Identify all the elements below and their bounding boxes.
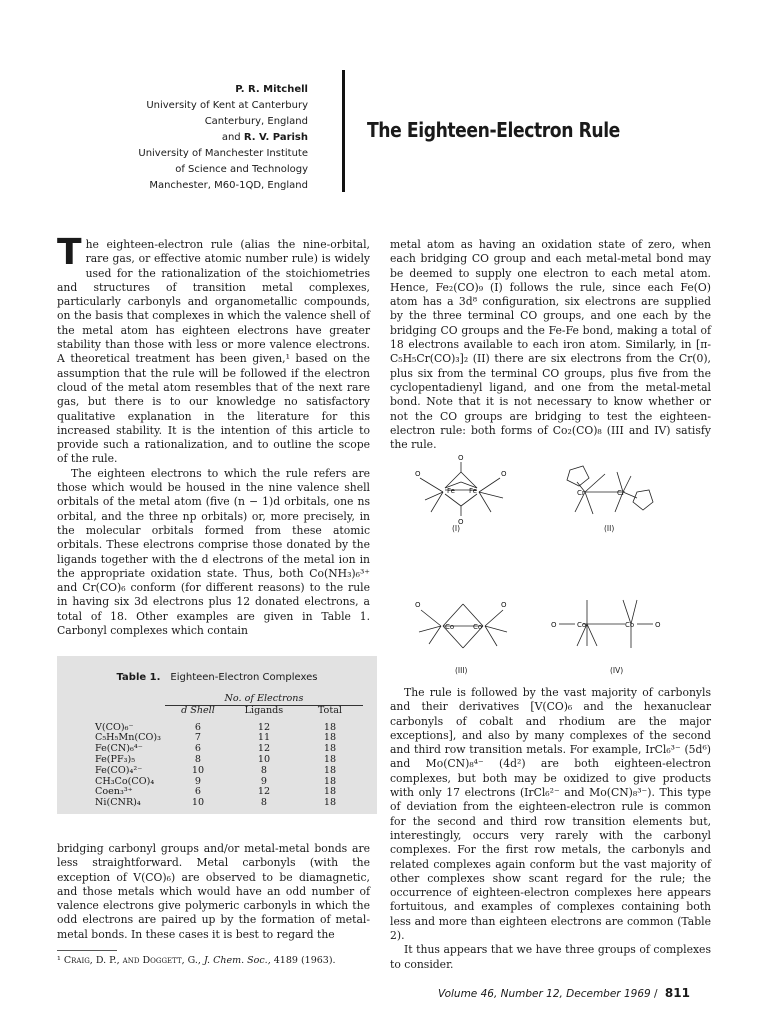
- compound-cell: Fe(CN)₆⁴⁻: [95, 743, 143, 755]
- column-1-continued: [57, 842, 370, 942]
- co-atom-3b: Co: [473, 623, 483, 631]
- compound-cell: Coen₃³⁺: [95, 786, 133, 798]
- oxygen-label: O: [415, 470, 421, 478]
- ligands-cell: 12: [257, 743, 271, 755]
- total-cell: 18: [323, 732, 337, 744]
- ligands-cell: 10: [257, 753, 271, 765]
- table-row: [91, 766, 363, 777]
- d-shell-cell: 6: [194, 786, 201, 798]
- table-1: [91, 694, 363, 809]
- page-number: 811: [664, 986, 690, 1000]
- col-header-total: Total: [317, 704, 342, 716]
- author-name-2: R. V. Parish: [243, 132, 308, 143]
- author-affiliation-1a: University of Kent at Canterbury: [146, 100, 308, 111]
- ligands-cell: 11: [257, 732, 271, 744]
- oxygen-label: O: [458, 518, 464, 526]
- d-shell-cell: 8: [194, 753, 201, 765]
- paragraph-three-groups: It thus appears that we have three groups of complexes to consider.: [390, 943, 711, 971]
- column-2-top: [390, 238, 711, 452]
- title-divider-rule: [342, 70, 345, 192]
- table-row: [91, 798, 363, 809]
- fe-atom-2: Fe: [469, 487, 477, 495]
- compound-cell: Fe(PF₃)₅: [95, 753, 136, 765]
- footnote-rule: [57, 950, 117, 951]
- intro-paragraph: [57, 232, 370, 467]
- author-block: [78, 82, 308, 194]
- ligands-cell: 9: [260, 775, 267, 787]
- footnote: [57, 955, 370, 967]
- d-shell-cell: 6: [194, 743, 201, 755]
- paragraph-electrons: The eighteen electrons to which the rule refers are those which would be housed in the nine valence shell orbitals of the metal atom (five (n − 1)d orbitals, one ns orbital, and the three np orbitals) or, more precisely, in the molecular orbitals formed from these atomic orbitals. These electrons comprise those donated by the ligands together with the d electrons of the metal ion in the appropriate oxidation state. Thus, both Co(NH₃)₆³⁺ and Cr(CO)₆ conform (for different reasons) to the rule in having six 3d electrons plus 12 donated electrons, a total of 18. Other examples are given in Table 1. Carbonyl complexes which contain: [57, 466, 370, 638]
- oxygen-label: O: [458, 454, 464, 462]
- author-affiliation-2c: Manchester, M60-1QD, England: [149, 180, 308, 191]
- author-affiliation-2a: University of Manchester Institute: [138, 148, 308, 159]
- table-1-box: [57, 656, 377, 814]
- co-atom-3a: Co: [445, 623, 455, 631]
- drop-cap: T: [57, 232, 82, 273]
- d-shell-cell: 10: [191, 797, 205, 809]
- structure-label-II: (II): [604, 524, 615, 533]
- total-cell: 18: [323, 721, 337, 733]
- footnote-ref: 4189 (1963).: [273, 955, 336, 966]
- structure-label-III: (III): [455, 666, 468, 675]
- ligands-cell: 12: [257, 786, 271, 798]
- d-shell-cell: 9: [194, 775, 201, 787]
- oxygen-label: O: [501, 470, 507, 478]
- group-header: No. of Electrons: [165, 694, 363, 705]
- author-name-2-line: [78, 130, 308, 146]
- table-group-header-row: [91, 694, 363, 705]
- table-caption: Eighteen-Electron Complexes: [170, 672, 318, 683]
- co-atom-4b: Co: [625, 621, 635, 629]
- d-shell-cell: 6: [194, 721, 201, 733]
- cr-atom-1: Cr: [577, 489, 585, 497]
- table-title: [57, 672, 377, 683]
- author-name-1: P. R. Mitchell: [235, 84, 308, 95]
- total-cell: 18: [323, 743, 337, 755]
- d-shell-cell: 10: [191, 764, 205, 776]
- structure-diagrams: [405, 452, 715, 692]
- ligands-cell: 8: [260, 764, 267, 776]
- total-cell: 18: [323, 775, 337, 787]
- cr-atom-2: Cr: [617, 489, 625, 497]
- article-title: The Eighteen-Electron Rule: [367, 118, 620, 142]
- total-cell: 18: [323, 764, 337, 776]
- total-cell: 18: [323, 797, 337, 809]
- structure-label-I: (I): [452, 524, 461, 533]
- compound-cell: CH₃Co(CO)₄: [95, 775, 155, 787]
- ligands-cell: 8: [260, 797, 267, 809]
- column-1-intro: [57, 232, 370, 638]
- col-header-ligands: Ligands: [244, 704, 284, 716]
- d-shell-cell: 7: [194, 732, 201, 744]
- paragraph-bridging: bridging carbonyl groups and/or metal-metal bonds are less straightforward. Metal carbonyls (with the exception of V(CO)₆) are observed to be diamagnetic, and those metals which would have an odd number of valence electrons give polymeric carbonyls in which the odd electrons are paired up by the formation of metal-metal bonds. In these cases it is best to regard the: [57, 842, 370, 941]
- journal-citation: Volume 46, Number 12, December 1969: [438, 988, 651, 1000]
- author-affiliation-1b: Canterbury, England: [204, 116, 308, 127]
- compound-cell: Ni(CNR)₄: [95, 797, 141, 809]
- total-cell: 18: [323, 786, 337, 798]
- paragraph-rule-followed: The rule is followed by the vast majority of carbonyls and their derivatives [V(CO)₆ and the hexanuclear carbonyls of cobalt and rhodium are the major exceptions], and also by many complexes of the second and third row transition metals. For example, IrCl₆³⁻ (5d⁶) and Mo(CN)₈⁴⁻ (4d²) are both eighteen-electron complexes, but both may be oxidized to give products with only 17 electrons (IrCl₆²⁻ and Mo(CN)₈³⁻). This type of deviation from the eighteen-electron rule is common for the second and third row transition elements but, interestingly, occurs very rarely with the carbonyl complexes. For the first row metals, the carbonyls and related complexes again conform but the vast majority of other complexes show scant regard for the rule; the occurrence of eighteen-electron complexes here appears fortuitous, and examples of complexes containing both less and more than eighteen electrons are common (Table 2).: [390, 686, 711, 943]
- total-cell: 18: [323, 753, 337, 765]
- page-footer: [438, 986, 690, 1000]
- structure-label-IV: (IV): [610, 666, 624, 675]
- paragraph-oxidation-state: metal atom as having an oxidation state of zero, when each bridging CO group and each metal-metal bond may be deemed to supply one electron to each metal atom. Hence, Fe₂(CO)₉ (I) follows the rule, since each Fe(O) atom has a 3d⁸ configuration, six electrons are supplied by the three terminal CO groups, and one each by the bridging CO groups and the Fe-Fe bond, making a total of 18 electrons available to each iron atom. Similarly, in [π-C₅H₅Cr(CO)₃]₂ (II) there are six electrons from the Cr(0), plus six from the terminal CO groups, plus five from the cyclopentadienyl ligand, and one from the metal-metal bond. Note that it is not necessary to know whether or not the CO groups are bridging to test the eighteen-electron rule: both forms of Co₂(CO)₈ (III and IV) satisfy the rule.: [390, 238, 711, 452]
- footnote-journal: J. Chem. Soc.,: [203, 955, 271, 966]
- footnote-authors: Craig, D. P., and Doggett, G.,: [63, 955, 201, 966]
- ligands-cell: 12: [257, 721, 271, 733]
- table-header-row: [91, 705, 363, 722]
- and-word: and: [221, 132, 241, 143]
- intro-text: he eighteen-electron rule (alias the nine-orbital, rare gas, or effective atomic number rule) is widely used for the rationalization of the stoichiometries and structures of transition metal complexes, particularly carbonyls and organometallic compounds, on the basis that complexes in which the valence shell of the metal atom has eighteen electrons have greater stability than those with less or more valence electrons. A theoretical treatment has been given,¹ based on the assumption that the rule will be followed if the electron cloud of the metal atom resembles that of the next rare gas, but there is to our knowledge no satisfactory qualitative explanation in the literature for this increased stability. It is the intention of this article to provide such a rationalization, and to outline the scope of the rule.: [57, 238, 370, 466]
- compound-cell: Fe(CO)₄²⁻: [95, 764, 143, 776]
- fe-atom-1: Fe: [447, 487, 455, 495]
- col-header-d-shell: d Shell: [181, 704, 215, 716]
- oxygen-label: O: [551, 621, 557, 629]
- oxygen-label: O: [655, 621, 661, 629]
- oxygen-label: O: [501, 601, 507, 609]
- footnote-marker: ¹: [57, 955, 61, 966]
- footer-separator: /: [654, 988, 658, 1000]
- table-label: Table 1.: [116, 672, 161, 683]
- compound-cell: V(CO)₆⁻: [95, 721, 134, 733]
- compound-cell: C₅H₅Mn(CO)₃: [95, 732, 161, 744]
- author-affiliation-2b: of Science and Technology: [175, 164, 308, 175]
- oxygen-label: O: [415, 601, 421, 609]
- column-2-bottom: [390, 686, 711, 972]
- table-body: [91, 723, 363, 809]
- co-atom-4a: Co: [577, 621, 587, 629]
